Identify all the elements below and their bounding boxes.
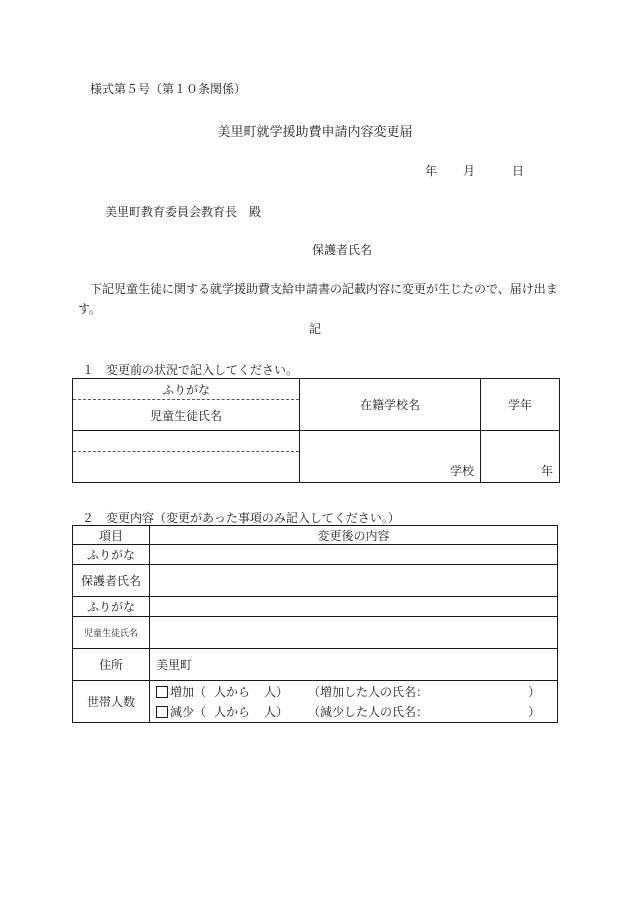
decrease-line: [156, 702, 557, 722]
address-label: 住所: [73, 649, 150, 681]
address-value: 美里町: [156, 658, 193, 672]
guardian-name-row-label: 保護者氏名: [73, 565, 150, 597]
date-month-label: 月: [463, 164, 476, 178]
previous-status-table: [72, 378, 560, 483]
decrease-to: 人）: [264, 705, 289, 719]
addressee: 美里町教育委員会教育長 殿: [105, 205, 262, 219]
student-furigana-input[interactable]: [150, 597, 558, 617]
increase-from: 人から: [214, 685, 251, 699]
school-header: 在籍学校名: [300, 379, 481, 431]
grade-suffix: 年: [540, 464, 553, 478]
decrease-close: ）: [528, 705, 541, 719]
change-content-table: [72, 525, 558, 723]
decrease-checkbox[interactable]: [156, 706, 168, 718]
content-header: 変更後の内容: [150, 526, 558, 545]
increase-to: 人）: [264, 685, 289, 699]
household-input: [150, 681, 558, 723]
guardian-name-label: 保護者氏名: [312, 243, 373, 257]
form-number: 様式第５号（第１０条関係）: [90, 82, 247, 96]
decrease-names: （減少した人の氏名：: [308, 705, 429, 719]
address-input[interactable]: [150, 649, 558, 681]
school-input-cell[interactable]: [300, 431, 481, 483]
date-year-label: 年: [425, 164, 438, 178]
decrease-from: 人から: [214, 705, 251, 719]
student-name-input-cell[interactable]: [73, 452, 300, 483]
school-suffix: 学校: [449, 464, 474, 478]
student-name-row-label: 児童生徒氏名: [73, 617, 150, 649]
increase-line: [156, 682, 557, 702]
household-label: 世帯人数: [73, 681, 150, 723]
increase-label: 増加（: [170, 685, 207, 699]
date-day-label: 日: [512, 164, 525, 178]
body-text: 下記児童生徒に関する就学援助費支給申請書の記載内容に変更が生じたので、届け出ます。: [78, 282, 558, 316]
section1-heading: １ 変更前の状況で記入してください。: [82, 363, 299, 377]
item-header: 項目: [73, 526, 150, 545]
section2-heading: ２ 変更内容（変更があった事項のみ記入してください。）: [82, 511, 400, 525]
document-title: 美里町就学援助費申請内容変更届: [217, 125, 413, 140]
guardian-furigana-label: ふりがな: [73, 545, 150, 565]
furigana-input-cell[interactable]: [73, 431, 300, 452]
guardian-furigana-input[interactable]: [150, 545, 558, 565]
grade-input-cell[interactable]: [481, 431, 560, 483]
increase-checkbox[interactable]: [156, 686, 168, 698]
increase-names: （増加した人の氏名：: [308, 685, 429, 699]
student-name-input[interactable]: [150, 617, 558, 649]
ki-heading: 記: [308, 322, 321, 336]
decrease-label: 減少（: [170, 705, 207, 719]
increase-close: ）: [528, 685, 541, 699]
grade-header: 学年: [481, 379, 560, 431]
furigana-header: ふりがな: [73, 379, 300, 400]
student-name-header: 児童生徒氏名: [73, 400, 300, 431]
student-furigana-label: ふりがな: [73, 597, 150, 617]
guardian-name-input[interactable]: [150, 565, 558, 597]
